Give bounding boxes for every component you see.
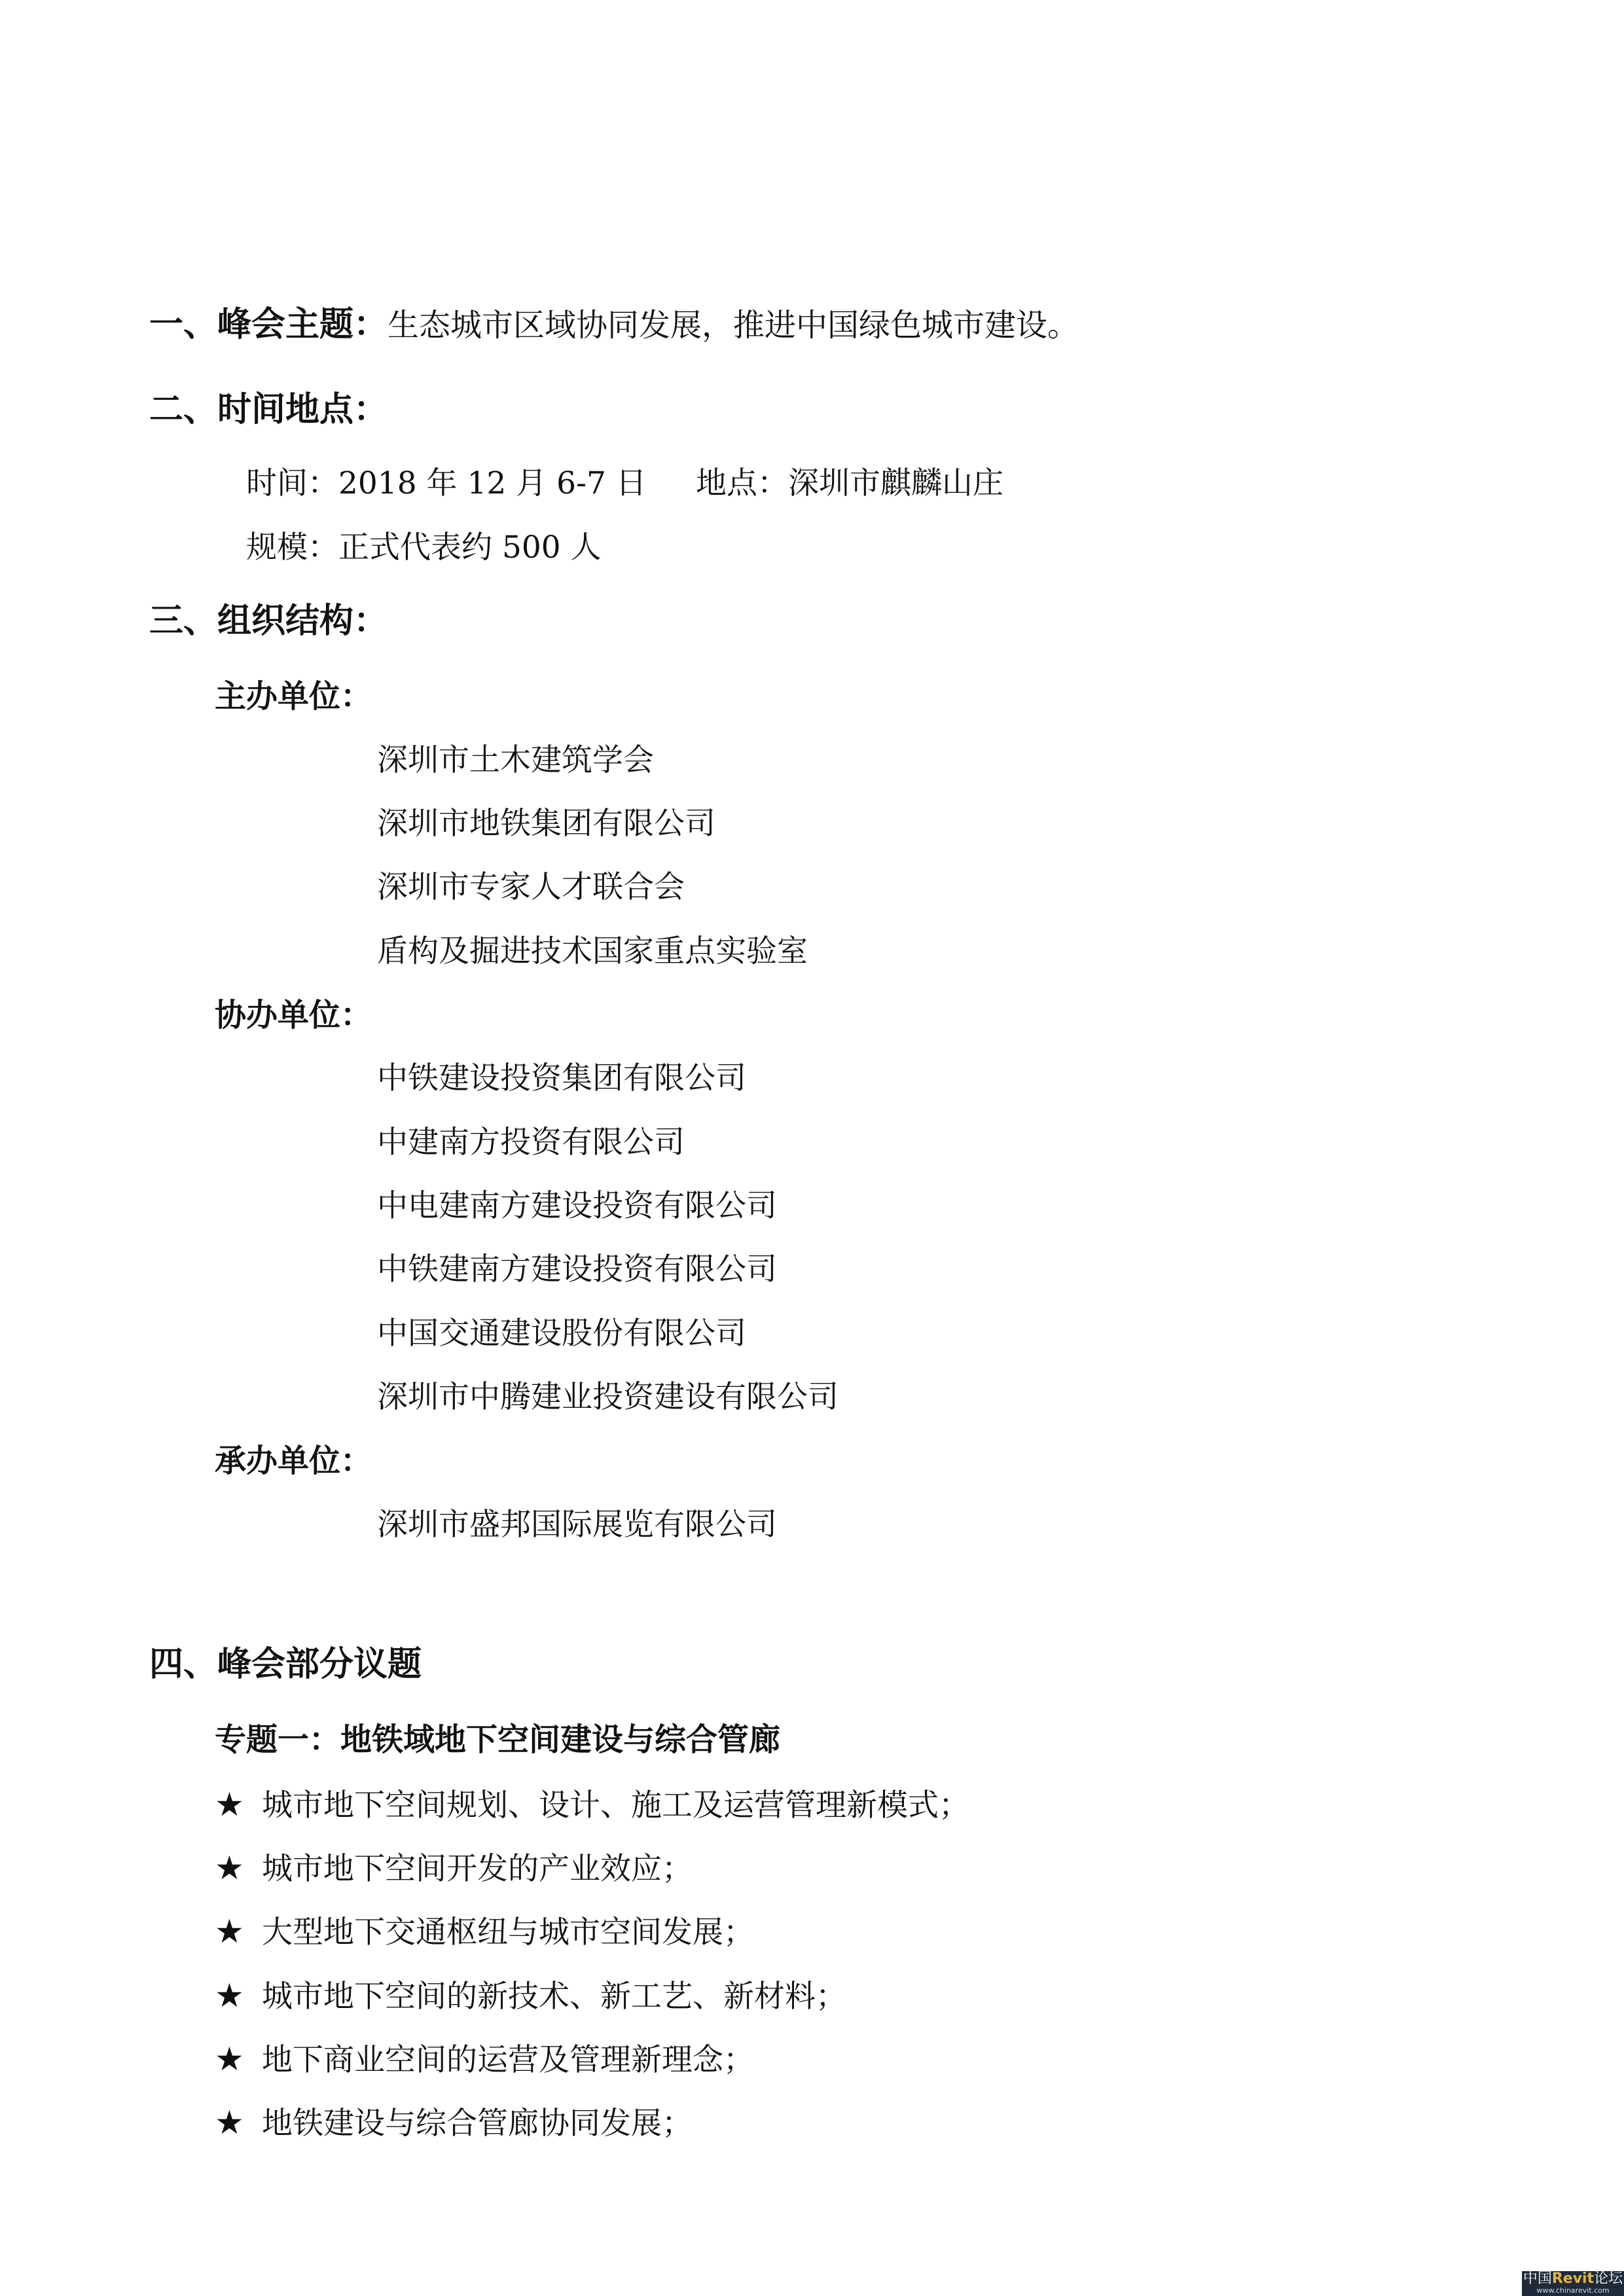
topic-item [215,1785,969,1823]
topic-item-text: 地铁建设与综合管廊协同发展； [262,2106,693,2142]
host-item: 深圳市地铁集团有限公司 [377,806,715,842]
section-1-heading [149,304,1079,344]
co-organizer-item: 中电建南方建设投资有限公司 [377,1188,777,1224]
topic-item [215,2104,693,2142]
star-icon: ★ [215,2104,244,2142]
organizer-item: 深圳市盛邦国际展览有限公司 [377,1507,777,1543]
topic-item-text: 城市地下空间的新技术、新工艺、新材料； [262,1979,846,2015]
event-time: 时间：2018 年 12 月 6-7 日 [246,465,647,501]
host-item: 深圳市专家人才联合会 [377,869,685,905]
section-2-heading: 二、时间地点： [149,389,388,429]
section-1-title: 一、峰会主题： [149,304,388,344]
summit-theme-text: 生态城市区域协同发展，推进中国绿色城市建设。 [388,307,1079,344]
star-icon: ★ [215,1977,244,2015]
watermark-text-c: 论坛 [1594,2271,1623,2287]
star-icon: ★ [215,1785,244,1823]
co-organizer-item: 中铁建南方建设投资有限公司 [377,1251,777,1287]
event-place: 地点：深圳市麒麟山庄 [696,465,1003,501]
topic-item-text: 城市地下空间规划、设计、施工及运营管理新模式； [262,1787,969,1823]
topic-item [215,2040,754,2078]
topic-item-text: 地下商业空间的运营及管理新理念； [262,2042,754,2078]
event-scale: 规模：正式代表约 500 人 [246,529,602,565]
topic-item [215,1977,846,2015]
section-4-heading: 四、峰会部分议题 [149,1644,422,1684]
topic-item [215,1849,693,1887]
topic-item-text: 大型地下交通枢纽与城市空间发展； [262,1914,754,1950]
co-organizer-item: 中建南方投资有限公司 [377,1124,685,1160]
star-icon: ★ [215,1849,244,1887]
co-organizer-item: 深圳市中腾建业投资建设有限公司 [377,1379,839,1415]
star-icon: ★ [215,2040,244,2078]
watermark-text-a: 中国 [1523,2271,1552,2287]
co-organizer-label: 协办单位： [215,997,372,1033]
topic-1-title: 专题一：地铁域地下空间建设与综合管廊 [215,1721,781,1758]
co-organizer-item: 中国交通建设股份有限公司 [377,1316,746,1352]
host-label: 主办单位： [215,678,372,715]
topic-item-text: 城市地下空间开发的产业效应； [262,1851,693,1887]
section-3-heading: 三、组织结构： [149,601,388,641]
host-item: 盾构及掘进技术国家重点实验室 [377,933,808,969]
watermark-logo [1522,2271,1624,2296]
watermark-url: www.chinarevit.com [1536,2286,1610,2295]
star-icon: ★ [215,1912,244,1950]
organizer-label: 承办单位： [215,1443,372,1479]
watermark-text-b: Revit [1551,2271,1595,2287]
host-item: 深圳市土木建筑学会 [377,742,654,778]
topic-item [215,1912,754,1950]
co-organizer-item: 中铁建设投资集团有限公司 [377,1060,746,1096]
